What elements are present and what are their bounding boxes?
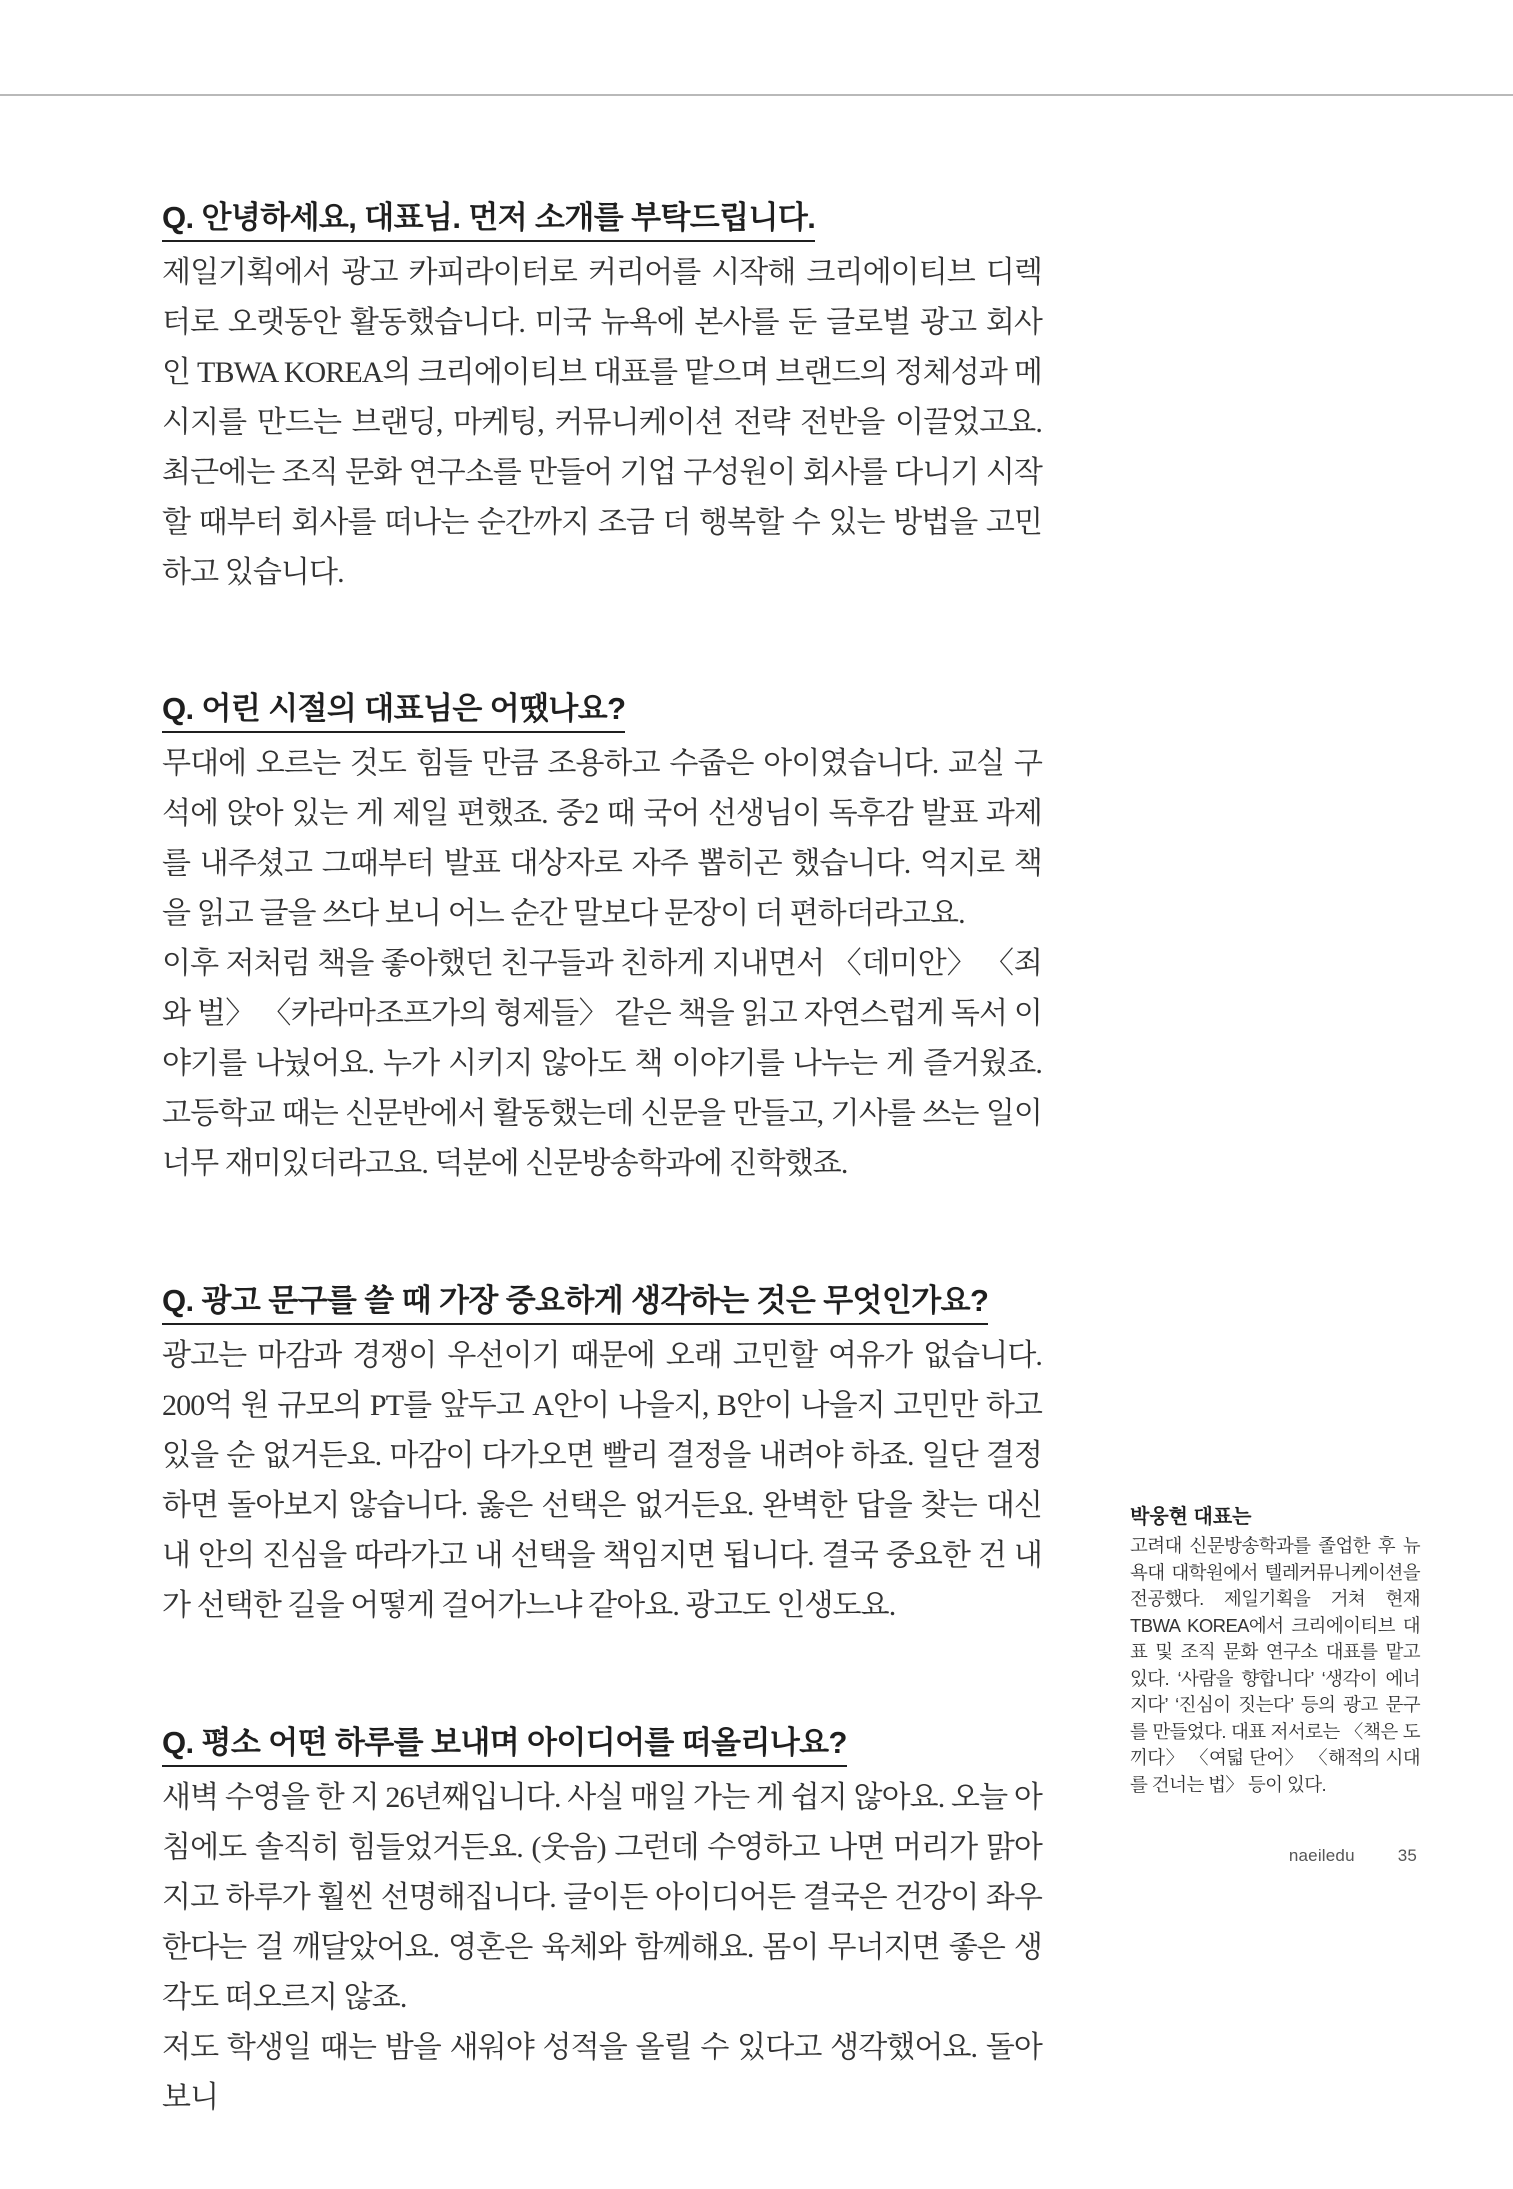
question-heading: Q. 안녕하세요, 대표님. 먼저 소개를 부탁드립니다. bbox=[162, 198, 815, 242]
answer-paragraph: 이후 저처럼 책을 좋아했던 친구들과 친하게 지내면서 〈데미안〉 〈죄와 벌〉 〈카라마조프가의 형제들〉 같은 책을 읽고 자연스럽게 독서 이야기를 나눴어요. 누가 시키지 않아도 책 이야기를 나누는 게 즐거웠죠. 고등학교 때는 신문반에서 활동했는데 신문을 만들고, 기사를 쓰는 일이 너무 재미있더라고요. 덕분에 신문방송학과에 진학했죠. bbox=[162, 947, 1042, 1181]
profile-bio: 고려대 신문방송학과를 졸업한 후 뉴욕대 대학원에서 텔레커뮤니케이션을 전공했다. 제일기획을 거쳐 현재 TBWA KOREA에서 크리에이티브 대표 및 조직 문화 연구소 대표를 맡고 있다. ‘사람을 향합니다’ ‘생각이 에너지다’ ‘진심이 짓는다’ 등의 광고 문구를 만들었다. 대표 저서로는 〈책은 도끼다〉 〈여덟 단어〉 〈해적의 시대를 건너는 법〉 등이 있다. bbox=[1130, 1535, 1420, 1795]
question-heading: Q. 평소 어떤 하루를 보내며 아이디어를 떠올리나요? bbox=[162, 1723, 847, 1767]
qa-introduction bbox=[162, 172, 1042, 598]
page-number: 35 bbox=[1397, 1846, 1417, 1865]
page-footer bbox=[1289, 1846, 1417, 1866]
profile-title: 박웅현 대표는 bbox=[1130, 1506, 1252, 1528]
magazine-name: naeiledu bbox=[1288, 1846, 1355, 1865]
interview-body bbox=[162, 172, 1042, 2189]
answer-paragraph: 새벽 수영을 한 지 26년째입니다. 사실 매일 가는 게 쉽지 않아요. 오늘 아침에도 솔직히 힘들었거든요. (웃음) 그런데 수영하고 나면 머리가 맑아지고 하루가 훨씬 선명해집니다. 글이든 아이디어든 결국은 건강이 좌우한다는 걸 깨달았어요. 영혼은 육체와 함께해요. 몸이 무너지면 좋은 생각도 떠오르지 않죠. bbox=[162, 1780, 1042, 2014]
qa-daily-routine bbox=[162, 1697, 1042, 2123]
answer-paragraph: 무대에 오르는 것도 힘들 만큼 조용하고 수줍은 아이였습니다. 교실 구석에 앉아 있는 게 제일 편했죠. 중2 때 국어 선생님이 독후감 발표 과제를 내주셨고 그때부터 발표 대상자로 자주 뽑히곤 했습니다. 억지로 책을 읽고 글을 쓰다 보니 어느 순간 말보다 문장이 더 편하더라고요. bbox=[162, 747, 1042, 931]
answer-paragraph: 광고는 마감과 경쟁이 우선이기 때문에 오래 고민할 여유가 없습니다. 200억 원 규모의 PT를 앞두고 A안이 나을지, B안이 나을지 고민만 하고 있을 순 없거든요. 마감이 다가오면 빨리 결정을 내려야 하죠. 일단 결정하면 돌아보지 않습니다. 옳은 선택은 없거든요. 완벽한 답을 찾는 대신 내 안의 진심을 따라가고 내 선택을 책임지면 됩니다. 결국 중요한 건 내가 선택한 길을 어떻게 걸어가느냐 같아요. 광고도 인생도요. bbox=[162, 1339, 1042, 1623]
answer-paragraph: 제일기획에서 광고 카피라이터로 커리어를 시작해 크리에이티브 디렉터로 오랫동안 활동했습니다. 미국 뉴욕에 본사를 둔 글로벌 광고 회사인 TBWA KOREA의 크리에이티브 대표를 맡으며 브랜드의 정체성과 메시지를 만드는 브랜딩, 마케팅, 커뮤니케이션 전략 전반을 이끌었고요. 최근에는 조직 문화 연구소를 만들어 기업 구성원이 회사를 다니기 시작할 때부터 회사를 떠나는 순간까지 조금 더 행복할 수 있는 방법을 고민하고 있습니다. bbox=[162, 255, 1042, 589]
top-divider bbox=[0, 94, 1513, 96]
answer-paragraph: 저도 학생일 때는 밤을 새워야 성적을 올릴 수 있다고 생각했어요. 돌아보니 bbox=[162, 2030, 1042, 2114]
question-heading: Q. 광고 문구를 쓸 때 가장 중요하게 생각하는 것은 무엇인가요? bbox=[162, 1281, 988, 1325]
qa-childhood bbox=[162, 664, 1042, 1190]
qa-ad-copy bbox=[162, 1255, 1042, 1631]
question-heading: Q. 어린 시절의 대표님은 어땠나요? bbox=[162, 689, 625, 733]
profile-sidebar bbox=[1130, 1504, 1420, 1798]
